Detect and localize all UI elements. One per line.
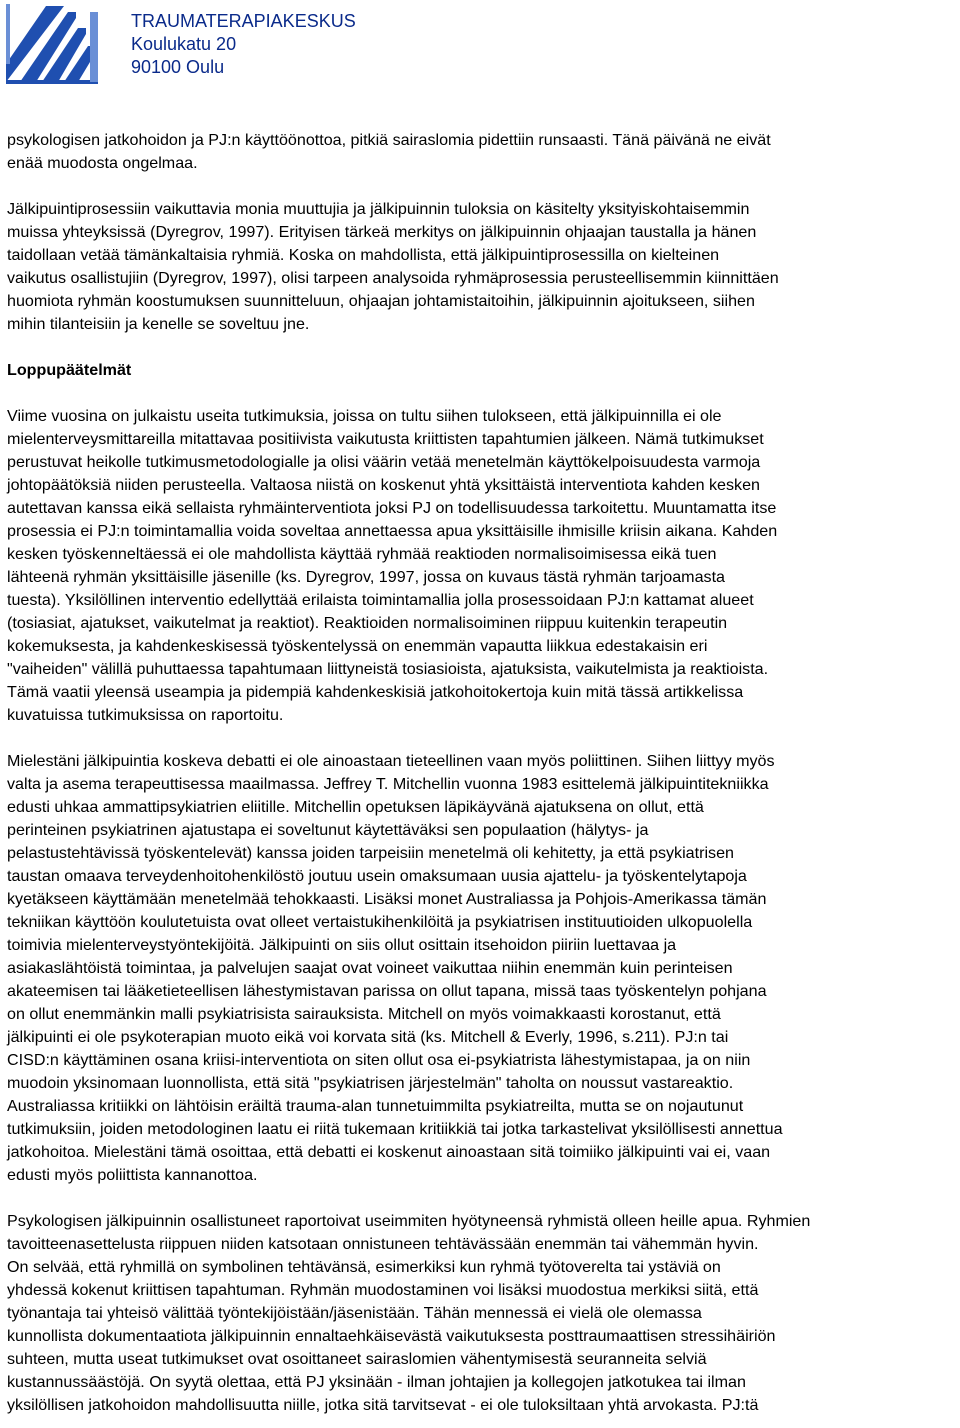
organization-address <box>131 10 356 79</box>
paragraph-3: Viime vuosina on julkaistu useita tutkimuksia, joissa on tultu siihen tulokseen, että jälkipuinnilla ei ole mielenterveysmittareilla mitattavaa positiivista vaikutusta kriittisten tapahtumien jälkeen. Nämä tutkimukset perustuvat heikolle tutkimusmetodologialle ja olisi väärin vetää menetelmän käyttökelpoisuudesta varmoja johtopäätöksiä niiden perusteella. Valtaosa niistä on koskenut yhtä yksittäistä interventiota kahden kesken autettavan kanssa eikä sellaista ryhmäinterventiota joksi PJ on todellisuudessa tarkoitettu. Muuntamatta itse prosessia ei PJ:n toimintamallia voida soveltaa annettaessa apua yksittäisille ihmisille kriisin aikana. Kahden kesken työskenneltäessä ei ole mahdollista käyttää ryhmää reaktioden normalisoimisessa eikä tuen lähteenä ryhmän yksittäisille jäsenille (ks. Dyregrov, 1997, jossa on kuvaus tästä ryhmän tarjoamasta tuesta). Yksilöllinen interventio edellyttää erilaista toimintamallia jolla prosessoidaan PJ:n kattamat alueet (tosiasiat, ajatukset, vaikutelmat ja reaktiot). Reaktioiden normalisoiminen riippuu kuitenkin terapeutin kokemuksesta, ja kahdenkeskisessä työskentelyssä on enemmän vapautta liikkua edestakaisin eri "vaiheiden" välillä puhuttaessa tapahtumaan liittyneistä tosiasioista, ajatuksista, vaikutelmista ja reaktioista. Tämä vaatii yleensä useampia ja pidempiä kahdenkeskisiä jatkohoitokertoja kuin mitä tässä artikkelissa kuvatuissa tutkimuksissa on raportoitu. <box>7 407 778 724</box>
traumaterapiakeskus-logo-icon <box>6 4 98 84</box>
street-address: Koulukatu 20 <box>131 34 237 54</box>
paragraph-2: Jälkipuintiprosessiin vaikuttavia monia muuttujia ja jälkipuinnin tuloksia on käsitelty yksityiskohtaisemmin muissa yhteyksissä (Dyregrov, 1997). Erityisen tärkeä merkitys on jälkipuinnin ohjaajan taustalla ja hänen taidollaan vetää tämänkaltaisia ryhmiä. Koska on mahdollista, että jälkipuintiprosessilla on kielteinen vaikutus osallistujiin (Dyregrov, 1997), olisi tarpeen analysoida ryhmäprosessia perusteellisemmin kiinnittäen huomiota ryhmän koostumuksen suunnitteluun, ohjaajan johtamistaitoihin, jälkipuinnin ajoitukseen, siihen mihin tilanteisiin ja kenelle se soveltuu jne. <box>7 200 779 333</box>
postal-city: 90100 Oulu <box>131 57 225 77</box>
organization-name: TRAUMATERAPIAKESKUS <box>131 11 356 31</box>
section-heading: Loppupäätelmät <box>7 361 132 379</box>
paragraph-5: Psykologisen jälkipuinnin osallistuneet raportoivat useimmiten hyötyneensä ryhmistä olleen heille apua. Ryhmien tavoitteenasettelusta riippuen niiden katsotaan onnistuneen tehtävässään enemmän tai vähemmän hyvin. On selvää, että ryhmillä on symbolinen tehtävänsä, esimerkiksi kun ryhmä työtoverelta tai ystäviä on yhdessä kokenut kriittisen tapahtuman. Ryhmän muodostaminen voi lisäksi muodostua merkiksi siitä, että työnantaja tai yhteisö välittää työntekijöistään/jäsenistään. Tähän mennessä ei vielä ole olemassa kunnollista dokumentaatiota jälkipuinnin ennaltaehkäisevästä vaikutuksesta posttraumaattisen stressihäiriön suhteen, mutta useat tutkimukset ovat osoittaneet sairaslomien vähentymisestä seuranneita selviä kustannussäästöjä. On syytä olettaa, että PJ yksinään - ilman johtajien ja kollegojen jatkotukea tai ilman yksilöllisen jatkohoidon mahdollisuutta niille, jotka sitä tarvitsevat - ei ole tuloksiltaan yhtä arvokasta. PJ:tä <box>7 1212 811 1414</box>
document-header <box>0 0 960 96</box>
paragraph-4: Mielestäni jälkipuintia koskeva debatti ei ole ainoastaan tieteellinen vaan myös poliittinen. Siihen liittyy myös valta ja asema terapeuttisessa maailmassa. Jeffrey T. Mitchellin vuonna 1983 esittelemä jälkipuintitekniikka edusti uhkaa ammattipsykiatrien eliitille. Mitchellin opetuksen läpikäyvänä ajatuksena on ollut, että perinteinen psykiatrinen ajatustapa ei soveltunut käytettäväksi sen populaation (hälytys- ja pelastustehtävissä työskentelevät) kanssa joiden tarpeisiin menetelmä oli kehitetty, ja että psykiatrisen taustan omaava terveydenhoitohenkilöstö joutuu usein omaksumaan uusia ajattelu- ja työskentelytapoja kyetäkseen käyttämään menetelmää tehokkaasti. Lisäksi monet Australiassa ja Pohjois-Amerikassa tämän tekniikan käyttöön koulutetuista ovat olleet vertaistukihenkilöitä ja psykiatrisen instituutioiden ulkopuolella toimivia mielenterveystyöntekijöitä. Jälkipuinti on siis ollut osittain itsehoidon piiriin luettavaa ja asiakaslähtöistä toimintaa, ja palvelujen saajat ovat voineet vaikuttaa niihin enemmän kuin perinteisen akateemisen tai lääketieteellisen lähestymistavan parissa on ollut tapana, missä taas työskentelyn pohjana on ollut enemmänkin malli psykiatrisista sairauksista. Mitchell on myös voimakkaasti korostanut, että jälkipuinti ei ole psykoterapian muoto eikä voi korvata sitä (ks. Mitchell & Everly, 1996, s.211). PJ:n tai CISD:n käyttäminen osana kriisi-interventiota on siten ollut osa ei-psykiatrista lähestymistapaa, ja on niin muodoin yksinomaan luonnollista, että sitä "psykiatrisen järjestelmän" taholta on noussut vastareaktio. Australiassa kritiikki on lähtöisin eräiltä trauma-alan tunnetuimmilta psykiatreilta, mutta se on nojautunut tutkimuksiin, joiden metodologinen laatu ei riitä tukemaan kritiikkiä tai jotka tarkastelivat yksilöllisesti annettua jatkohoitoa. Mielestäni tämä osoittaa, että debatti ei koskenut ainoastaan sitä toimiiko jälkipuinti vai ei, vaan edusti myös poliittista kannanottoa. <box>7 752 783 1184</box>
paragraph-1: psykologisen jatkohoidon ja PJ:n käyttöönottoa, pitkiä sairaslomia pidettiin runsaasti. Tänä päivänä ne eivät enää muodosta ongelmaa. <box>7 131 771 172</box>
document-body <box>7 129 955 1417</box>
